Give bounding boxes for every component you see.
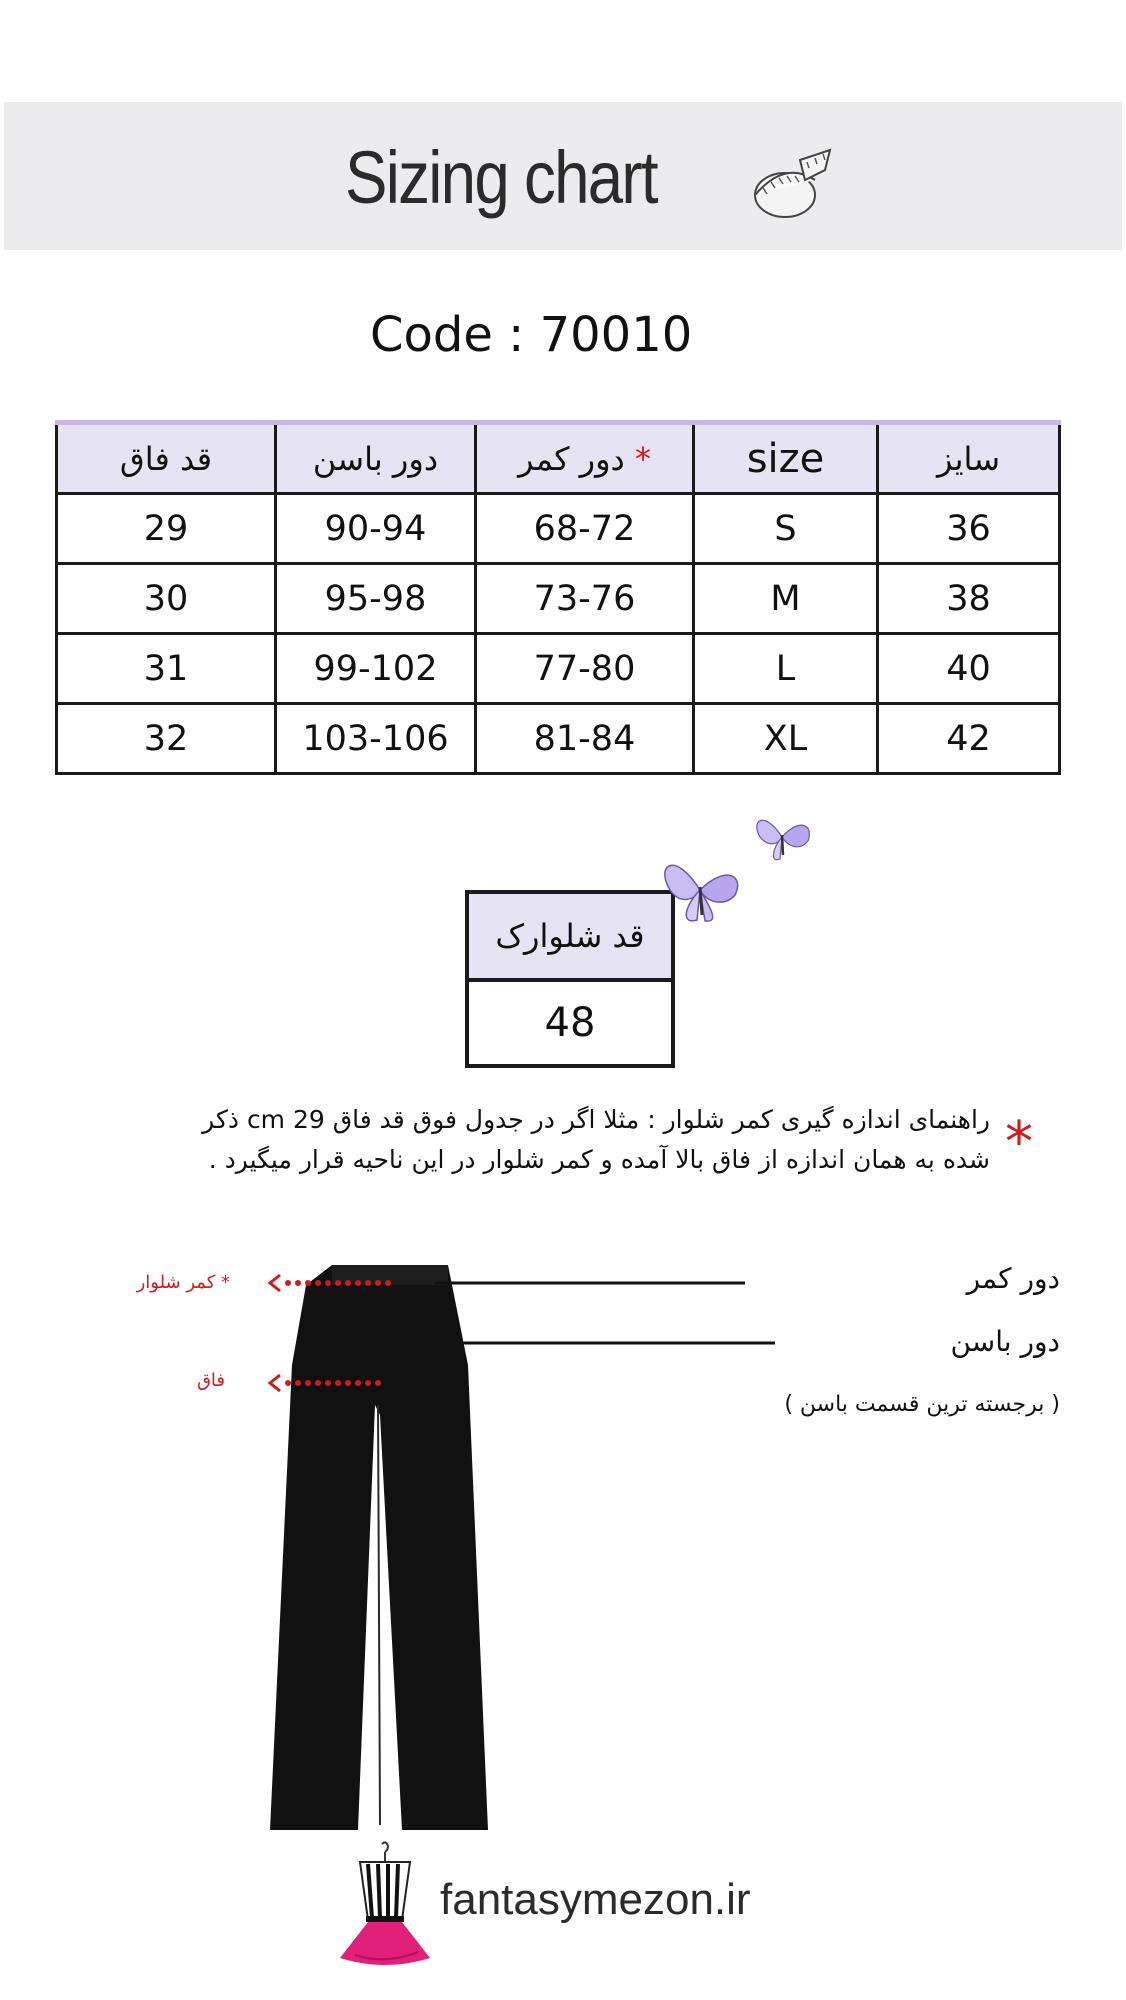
cell-inseam: 30 [57, 564, 276, 634]
col-inseam: قد فاق [57, 423, 276, 494]
table-row [57, 634, 1060, 704]
note-star: * [1005, 1110, 1033, 1175]
cell-eu-size: 36 [878, 494, 1060, 564]
cell-size: L [694, 634, 878, 704]
cell-size: S [694, 494, 878, 564]
waist-label: دور کمر [966, 1262, 1060, 1295]
hip-label: دور باسن [950, 1325, 1060, 1358]
cell-inseam: 29 [57, 494, 276, 564]
col-hip: دور باسن [276, 423, 476, 494]
cell-waist: 81-84 [476, 704, 694, 774]
butterfly-icon [750, 805, 815, 870]
cell-hip: 99-102 [276, 634, 476, 704]
col-size: size [694, 423, 878, 494]
cell-hip: 103-106 [276, 704, 476, 774]
size-table [55, 420, 1061, 775]
product-code: Code : 70010 [370, 307, 693, 363]
dress-logo-icon [330, 1840, 440, 1970]
trouser-waist-marker: * کمر شلوار [136, 1272, 230, 1293]
table-row [57, 564, 1060, 634]
cell-waist: 73-76 [476, 564, 694, 634]
cell-eu-size: 38 [878, 564, 1060, 634]
crotch-marker: فاق [196, 1370, 225, 1391]
cell-size: XL [694, 704, 878, 774]
butterfly-icon [655, 845, 745, 930]
waist-star: * [634, 439, 651, 478]
page-title: Sizing chart [345, 136, 657, 219]
col-waist: دور کمر * [476, 423, 694, 494]
table-header-row [57, 423, 1060, 494]
cell-waist: 77-80 [476, 634, 694, 704]
shorts-length-value: 48 [467, 980, 673, 1066]
table-row [57, 704, 1060, 774]
shorts-length-header: قد شلوارک [467, 892, 673, 980]
cell-inseam: 31 [57, 634, 276, 704]
note-line-2: شده به همان اندازه از فاق بالا آمده و کمر شلوار در این ناحیه قرار میگیرد . [208, 1145, 990, 1174]
cell-hip: 95-98 [276, 564, 476, 634]
table-row [57, 494, 1060, 564]
pants-diagram [240, 1255, 800, 1855]
cell-inseam: 32 [57, 704, 276, 774]
cell-eu-size: 42 [878, 704, 1060, 774]
measuring-tape-icon [745, 140, 835, 230]
cell-hip: 90-94 [276, 494, 476, 564]
hip-hint: ( برجسته ترین قسمت باسن ) [784, 1392, 1060, 1417]
cell-waist: 68-72 [476, 494, 694, 564]
col-eu-size: سایز [878, 423, 1060, 494]
cell-eu-size: 40 [878, 634, 1060, 704]
site-name: fantasymezon.ir [440, 1875, 751, 1924]
note-line-1: راهنمای اندازه گیری کمر شلوار : مثلا اگر در جدول فوق قد فاق 29 cm ذکر [202, 1105, 990, 1134]
shorts-length-table [465, 890, 675, 1068]
measurement-note [70, 1100, 990, 1180]
cell-size: M [694, 564, 878, 634]
